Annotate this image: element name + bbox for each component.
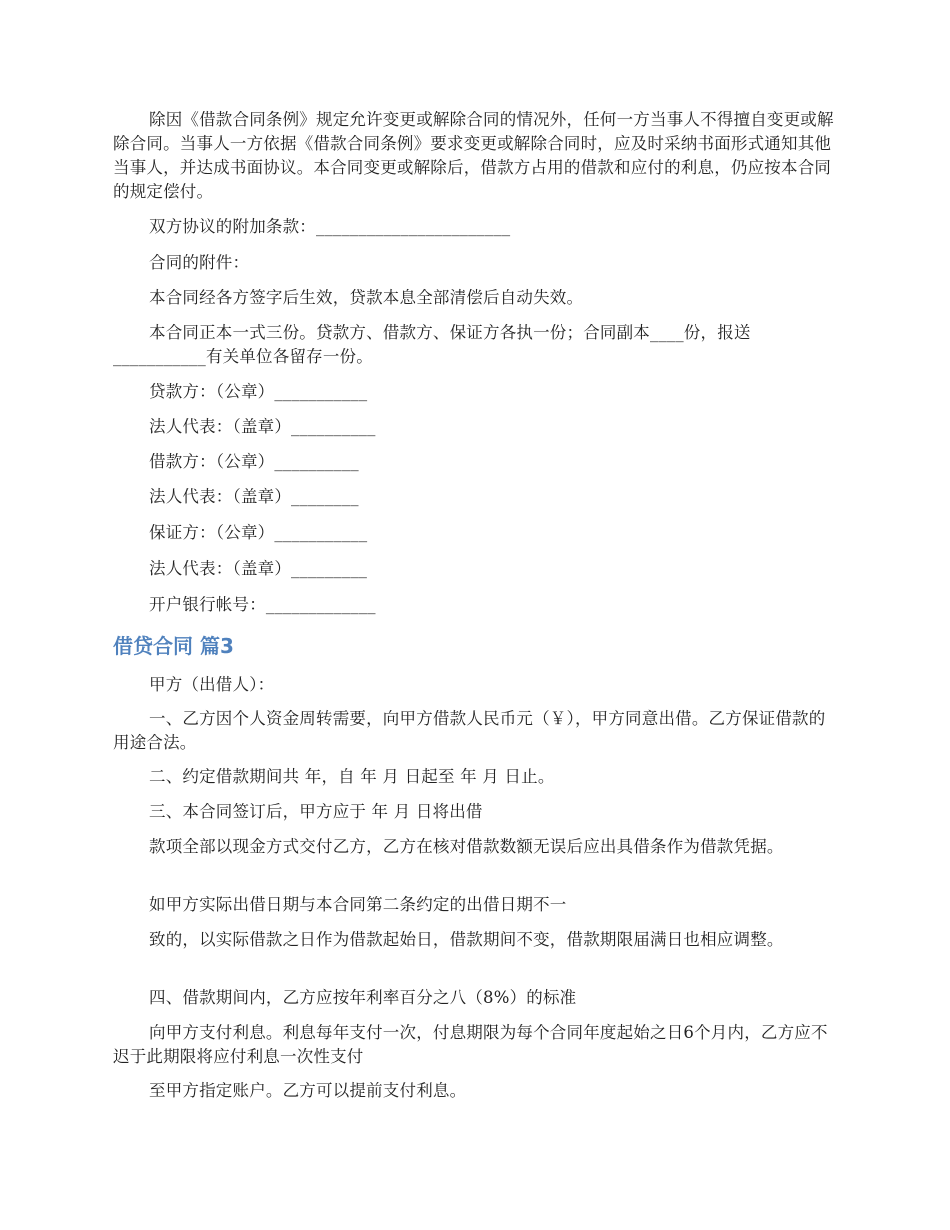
clause-2: 二、约定借款期间共 年，自 年 月 日起至 年 月 日止。 [149, 767, 555, 786]
clause-3: 三、本合同签订后，甲方应于 年 月 日将出借 [149, 802, 483, 821]
signature-lender-seal: 贷款方：（公章）___________ [149, 382, 368, 401]
signature-guarantor-rep: 法人代表：（盖章）_________ [149, 559, 368, 578]
bank-account-line: 开户银行帐号：_____________ [149, 595, 376, 614]
actual-date-clause-continued: 致的，以实际借款之日作为借款起始日，借款期间不变，借款期限届满日也相应调整。 [149, 930, 784, 949]
effective-clause: 本合同经各方签字后生效，贷款本息全部清偿后自动失效。 [149, 288, 584, 307]
copies-clause-line-1: 本合同正本一式三份。贷款方、借款方、保证方各执一份；合同副本____份，报送 [149, 323, 751, 342]
party-a-line: 甲方（出借人）： [149, 675, 275, 694]
additional-terms-line: 双方协议的附加条款：_______________________ [149, 217, 511, 236]
attachments-line: 合同的附件： [149, 253, 250, 272]
paragraph-contract-change: 除因《借款合同条例》规定允许变更或解除合同的情况外，任何一方当事人不得擅自变更或解除合同。当事人一方依据《借款合同条例》要求变更或解除合同时，应及时采纳书面形式通知其他当事人，并达成书面协议。本合同变更或解除后，借款方占用的借款和应付的利息，仍应按本合同的规定偿付。 [113, 110, 834, 201]
clause-4: 四、借款期间内，乙方应按年利率百分之八（8%）的标准 [149, 988, 577, 1007]
signature-borrower-rep: 法人代表：（盖章）________ [149, 487, 359, 506]
clause-4-end: 至甲方指定账户。乙方可以提前支付利息。 [149, 1081, 467, 1100]
copies-clause-line-2: ___________有关单位各留存一份。 [113, 347, 373, 366]
clause-1: 一、乙方因个人资金周转需要，向甲方借款人民币元（￥），甲方同意出借。乙方保证借款的用途合法。 [113, 709, 826, 752]
signature-lender-rep: 法人代表：（盖章）__________ [149, 417, 376, 436]
clause-3-continued: 款项全部以现金方式交付乙方，乙方在核对借款数额无误后应出具借条作为借款凭据。 [149, 837, 784, 856]
section-heading: 借贷合同 篇3 [113, 634, 234, 658]
clause-4-continued: 向甲方支付利息。利息每年支付一次，付息期限为每个合同年度起始之日6个月内，乙方应不迟于此期限将应付利息一次性支付 [113, 1023, 828, 1066]
signature-borrower-seal: 借款方：（公章）__________ [149, 452, 359, 471]
actual-date-clause: 如甲方实际出借日期与本合同第二条约定的出借日期不一 [149, 895, 567, 914]
signature-guarantor-seal: 保证方：（公章）___________ [149, 523, 368, 542]
